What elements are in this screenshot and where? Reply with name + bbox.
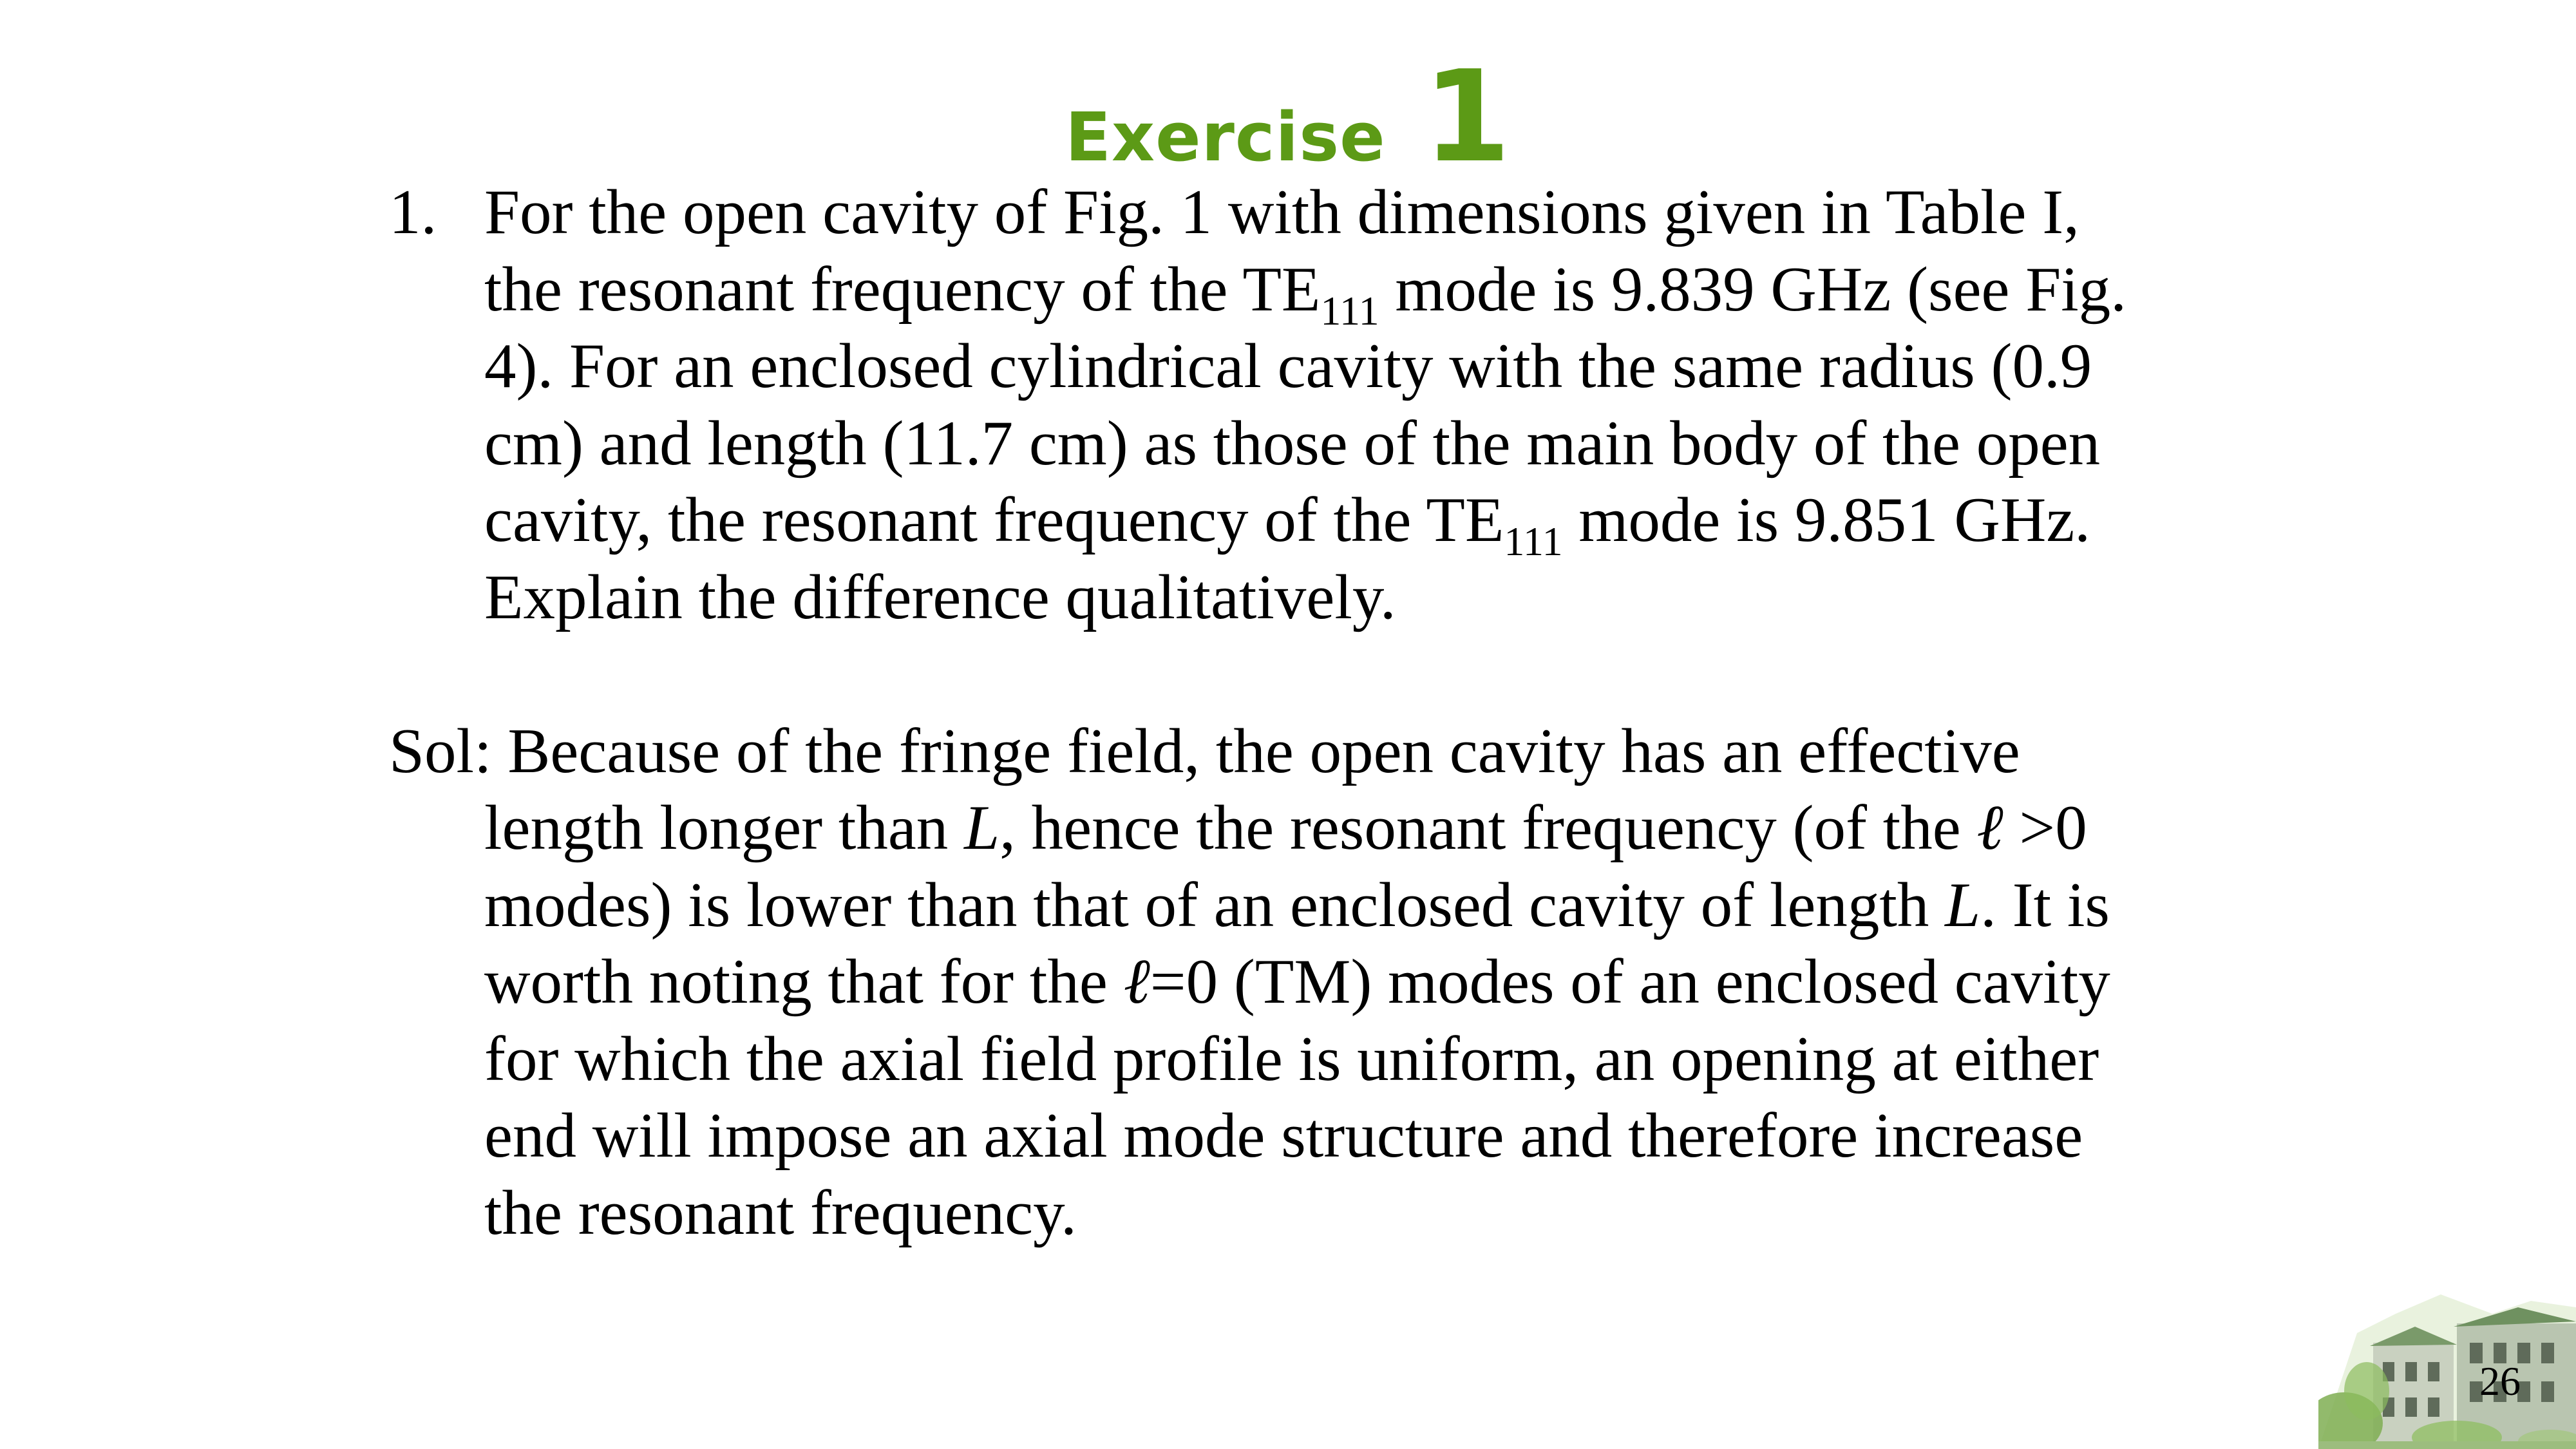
title-word: Exercise — [1065, 98, 1386, 176]
slide-body — [389, 174, 2166, 1251]
subscript: 111 — [1320, 287, 1379, 334]
page-number: 26 — [2479, 1358, 2521, 1404]
title-number: 1 — [1423, 44, 1511, 191]
solution-label: Sol: — [389, 715, 508, 786]
variable-L: L — [964, 793, 1000, 863]
question-text-part: mode is 9.851 GHz. Explain the difference qualitatively. — [484, 485, 2091, 632]
ell-symbol: ℓ — [1976, 793, 2003, 863]
solution-text-part: , hence the resonant frequency (of the — [999, 793, 1977, 863]
variable-L: L — [1945, 869, 1981, 940]
subscript: 111 — [1504, 518, 1563, 564]
question-text — [484, 177, 2126, 632]
question-marker: 1. — [389, 177, 437, 247]
solution-text-part: . It is worth noting that for the — [484, 869, 2110, 1017]
question-text-part: mode is 9.839 GHz (see Fig. 4). For an enclosed cylindrical cavity with the same radius (0.9 cm) and length (11.7 cm) as those of the main body of the open cavity, the resonant frequency of the TE — [484, 254, 2127, 555]
building-illustration — [2318, 1288, 2576, 1449]
solution-text-part: Because of the fringe field, the open cavity has an effective length longer than — [484, 715, 2020, 863]
solution-paragraph — [389, 713, 2166, 1252]
solution-text-part: >0 modes) is lower than that of an enclosed cavity of length — [484, 793, 2087, 940]
ell-symbol: ℓ — [1123, 947, 1150, 1017]
question-item — [389, 174, 2166, 636]
solution-text-part: =0 (TM) modes of an enclosed cavity for which the axial field profile is uniform, an opening at either end will impose an axial mode structure and therefore increase the resonant frequency. — [484, 947, 2110, 1248]
slide-title — [0, 44, 2576, 191]
question-text-part: For the open cavity of Fig. 1 with dimensions given in Table I, the resonant frequency of the TE — [484, 177, 2079, 325]
